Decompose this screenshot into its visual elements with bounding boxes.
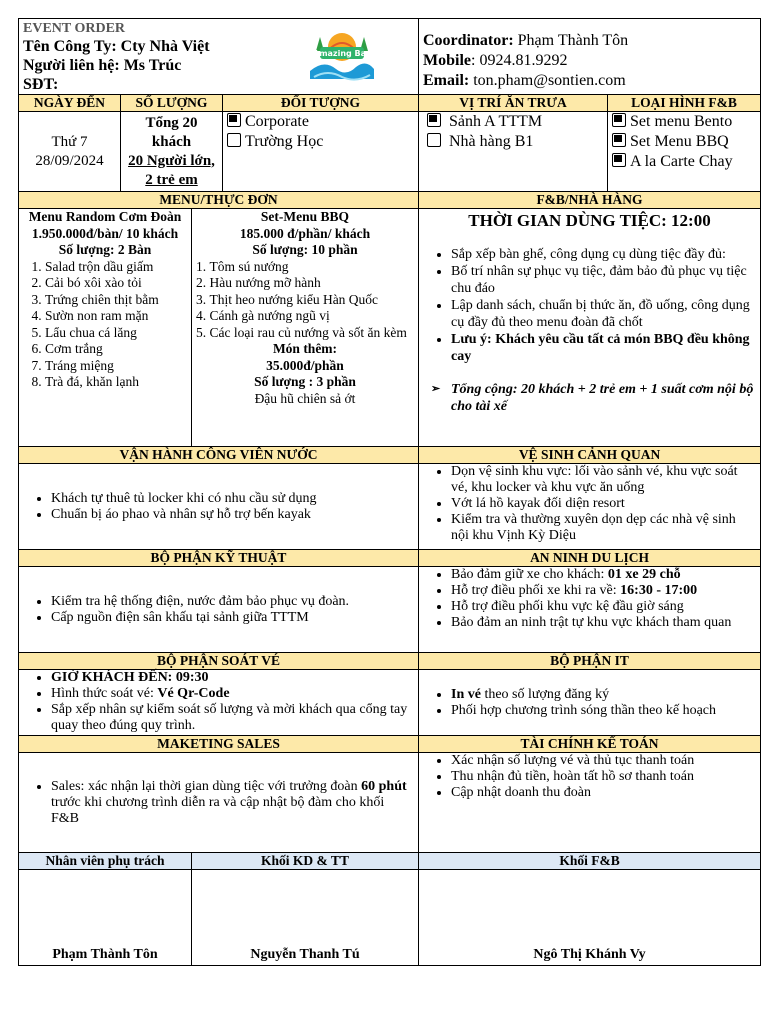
security-header: AN NINH DU LỊCH bbox=[419, 550, 761, 567]
extra-dish-title: Món thêm: bbox=[272, 341, 338, 356]
arrival-day: Thứ 7 bbox=[51, 133, 88, 150]
it-item: • In vé theo số lượng đăng ký bbox=[451, 687, 756, 703]
park-ops-item: • Khách tự thuê tủ locker khi có nhu cầu sử dụng bbox=[51, 491, 414, 507]
event-order-table bbox=[18, 18, 761, 966]
finance-item: • Cập nhật doanh thu đoàn bbox=[451, 785, 756, 801]
fb-type-column-header: LOẠI HÌNH F&B bbox=[608, 95, 761, 112]
ticket-item: • GIỜ KHÁCH ĐẾN: 09:30 bbox=[51, 670, 414, 686]
company-info-cell bbox=[19, 19, 419, 95]
contact-name: Ms Trúc bbox=[123, 57, 182, 74]
fb-total: ➢ Tổng cộng: 20 khách + 2 trẻ em + 1 suất cơm nội bộ cho tài xế bbox=[451, 381, 756, 415]
checkbox-checked-icon[interactable] bbox=[427, 113, 441, 127]
coordinator-name: Phạm Thành Tôn bbox=[517, 32, 629, 49]
ticket-item: • Sắp xếp nhân sự kiểm soát số lượng và mời khách qua cổng tay quay theo đúng quy trình. bbox=[51, 702, 414, 734]
finance-item: • Xác nhận số lượng vé và thủ tục thanh toán bbox=[451, 753, 756, 769]
it-cell bbox=[419, 670, 761, 736]
quantity-column-header: SỐ LƯỢNG bbox=[121, 95, 223, 112]
park-ops-header: VẬN HÀNH CÔNG VIÊN NƯỚC bbox=[19, 447, 419, 464]
marketing-header: MAKETING SALES bbox=[19, 736, 419, 753]
event-order-document bbox=[18, 18, 760, 976]
fb-option-vegetarian[interactable]: A la Carte Chay bbox=[612, 152, 756, 172]
technical-cell bbox=[19, 567, 419, 653]
menu-item: 2. Cải bó xôi xào tỏi bbox=[45, 275, 187, 292]
park-ops-list bbox=[23, 491, 414, 523]
park-ops-item: • Chuẩn bị áo phao và nhân sự hỗ trợ bến kayak bbox=[51, 507, 414, 523]
menu-left-title: Menu Random Cơm Đoàn bbox=[28, 209, 182, 224]
company-label: Tên Công Ty: bbox=[23, 38, 117, 55]
fb-section-header: F&B/NHÀ HÀNG bbox=[419, 192, 761, 209]
security-list bbox=[423, 567, 756, 631]
target-option-corporate[interactable]: Corporate bbox=[227, 112, 414, 132]
menu-item: 5. Các loại rau củ nướng và sốt ăn kèm bbox=[196, 325, 414, 342]
it-item: • Phối hợp chương trình sóng thần theo kế hoạch bbox=[451, 703, 756, 719]
lunch-location-column-header: VỊ TRÍ ĂN TRƯA bbox=[419, 95, 608, 112]
menu-right-price: 185.000 đ/phần/ khách bbox=[239, 225, 371, 241]
technical-item: • Cấp nguồn điện sân khấu tại sảnh giữa TTTM bbox=[51, 610, 414, 626]
park-ops-cell bbox=[19, 464, 419, 550]
fb-task: • Sắp xếp bàn ghế, công dụng cụ dùng tiệc đầy đủ: bbox=[451, 246, 756, 263]
ticket-cell bbox=[19, 670, 419, 736]
signature-header-fb: Khối F&B bbox=[419, 853, 761, 870]
logo-text: Amazing Bay bbox=[313, 49, 371, 58]
extra-dish-quantity: Số lượng : 3 phần bbox=[254, 374, 356, 389]
menu-left-items bbox=[23, 259, 187, 391]
menu-item: 7. Tráng miệng bbox=[45, 358, 187, 375]
menu-left-price: 1.950.000đ/bàn/ 10 khách bbox=[31, 225, 179, 241]
marketing-cell bbox=[19, 753, 419, 853]
checkbox-checked-icon[interactable] bbox=[612, 153, 626, 167]
security-item: • Bảo đảm giữ xe cho khách: 01 xe 29 chỗ bbox=[451, 567, 756, 583]
it-header: BỘ PHẬN IT bbox=[419, 653, 761, 670]
menu-section-header: MENU/THỰC ĐƠN bbox=[19, 192, 419, 209]
security-item: • Bảo đảm an ninh trật tự khu vực khách tham quan bbox=[451, 615, 756, 631]
extra-dish-item: Đậu hũ chiên sả ớt bbox=[254, 390, 356, 406]
phone-label: SĐT: bbox=[23, 76, 59, 93]
coordinator-cell bbox=[419, 19, 761, 95]
technical-list bbox=[23, 594, 414, 626]
sanitation-header: VỆ SINH CẢNH QUAN bbox=[419, 447, 761, 464]
mobile-label: Mobile bbox=[423, 52, 471, 69]
email-address: ton.pham@sontien.com bbox=[473, 72, 626, 89]
fb-option-bento[interactable]: Set menu Bento bbox=[612, 112, 756, 132]
amazing-bay-logo bbox=[306, 27, 378, 85]
fb-details-cell bbox=[419, 209, 761, 447]
technical-item: • Kiểm tra hệ thống điện, nước đảm bảo phục vụ đoàn. bbox=[51, 594, 414, 610]
ticket-list bbox=[23, 670, 414, 734]
security-cell bbox=[419, 567, 761, 653]
signature-header-kd-tt: Khối KD & TT bbox=[192, 853, 419, 870]
menu-right-title: Set-Menu BBQ bbox=[260, 209, 350, 224]
target-column-header: ĐỐI TƯỢNG bbox=[223, 95, 419, 112]
party-time: THỜI GIAN DÙNG TIỆC: 12:00 bbox=[468, 211, 711, 230]
ticket-header: BỘ PHẬN SOÁT VÉ bbox=[19, 653, 419, 670]
sanitation-item: • Vớt lá hồ kayak đối diện resort bbox=[451, 496, 756, 512]
ticket-item: • Hình thức soát vé: Vé Qr-Code bbox=[51, 686, 414, 702]
menu-left-quantity: Số lượng: 2 Bàn bbox=[58, 242, 152, 257]
menu-item: 3. Trứng chiên thịt bằm bbox=[45, 292, 187, 309]
finance-list bbox=[423, 753, 756, 801]
fb-task: • Bố trí nhân sự phục vụ tiệc, đảm bảo đủ phục vụ tiệc chu đáo bbox=[451, 263, 756, 297]
location-option-nha-hang-b1[interactable]: Nhà hàng B1 bbox=[427, 132, 603, 152]
quantity-cell bbox=[121, 112, 223, 192]
checkbox-checked-icon[interactable] bbox=[227, 113, 241, 127]
menu-item: 6. Cơm trắng bbox=[45, 341, 187, 358]
signature-kd-tt: Nguyễn Thanh Tú bbox=[192, 870, 419, 966]
company-name: Cty Nhà Việt bbox=[120, 38, 210, 55]
event-order-label: EVENT ORDER bbox=[23, 21, 126, 36]
menu-item: 1. Salad trộn dầu giấm bbox=[45, 259, 187, 276]
finance-header: TÀI CHÍNH KẾ TOÁN bbox=[419, 736, 761, 753]
fb-type-cell bbox=[608, 112, 761, 192]
marketing-list bbox=[23, 779, 414, 827]
menu-item: 5. Lẩu chua cá lăng bbox=[45, 325, 187, 342]
menu-item: 8. Trà đá, khăn lạnh bbox=[45, 374, 187, 391]
lunch-location-cell bbox=[419, 112, 608, 192]
menu-item: 4. Sườn non ram mặn bbox=[45, 308, 187, 325]
date-column-header: NGÀY ĐẾN bbox=[19, 95, 121, 112]
sanitation-item: • Kiểm tra và thường xuyên dọn dẹp các nhà vệ sinh nội khu Vịnh Kỳ Diệu bbox=[451, 512, 756, 544]
sanitation-item: • Dọn vệ sinh khu vực: lối vào sảnh vé, khu vực soát vé, khu locker và khu vực ăn uống bbox=[451, 464, 756, 496]
signature-staff: Phạm Thành Tôn bbox=[19, 870, 192, 966]
extra-dish-price: 35.000đ/phần bbox=[266, 357, 344, 373]
target-option-school[interactable]: Trường Học bbox=[227, 132, 414, 152]
menu-right-quantity: Số lượng: 10 phần bbox=[252, 242, 358, 257]
menu-item: 3. Thịt heo nướng kiểu Hàn Quốc bbox=[196, 292, 414, 309]
technical-header: BỘ PHẬN KỸ THUẬT bbox=[19, 550, 419, 567]
menu-right-items bbox=[196, 259, 414, 342]
sanitation-cell bbox=[419, 464, 761, 550]
email-label: Email: bbox=[423, 72, 470, 89]
checkbox-unchecked-icon[interactable] bbox=[427, 133, 441, 147]
fb-total-list bbox=[423, 381, 756, 415]
mobile-number: : 0924.81.9292 bbox=[471, 52, 568, 69]
set-menu-bbq bbox=[192, 209, 419, 447]
menu-item: 2. Hàu nướng mỡ hành bbox=[196, 275, 414, 292]
arrival-date: 28/09/2024 bbox=[35, 152, 104, 169]
contact-label: Người liên hệ: bbox=[23, 57, 120, 74]
total-guests: Tổng 20 khách bbox=[145, 114, 198, 150]
arrival-date-cell bbox=[19, 112, 121, 192]
menu-random-com-doan bbox=[19, 209, 192, 447]
signature-header-staff: Nhân viên phụ trách bbox=[19, 853, 192, 870]
fb-task: • Lập danh sách, chuẩn bị thức ăn, đồ uống, công dụng cụ đầy đủ theo menu đoàn đã chốt bbox=[451, 297, 756, 331]
checkbox-checked-icon[interactable] bbox=[612, 133, 626, 147]
checkbox-unchecked-icon[interactable] bbox=[227, 133, 241, 147]
fb-task-list bbox=[423, 246, 756, 365]
sanitation-list bbox=[423, 464, 756, 544]
fb-option-bbq[interactable]: Set Menu BBQ bbox=[612, 132, 756, 152]
guest-breakdown: 20 Người lớn, 2 trẻ em bbox=[128, 152, 215, 188]
fb-note: • Lưu ý: Khách yêu cầu tất cả món BBQ đều không cay bbox=[451, 331, 756, 365]
security-item: • Hỗ trợ điều phối khu vực kệ đầu giờ sáng bbox=[451, 599, 756, 615]
target-cell bbox=[223, 112, 419, 192]
finance-item: • Thu nhận đủ tiền, hoàn tất hồ sơ thanh toán bbox=[451, 769, 756, 785]
finance-cell bbox=[419, 753, 761, 853]
it-list bbox=[423, 687, 756, 719]
coordinator-label: Coordinator: bbox=[423, 32, 514, 49]
signature-fb: Ngô Thị Khánh Vy bbox=[419, 870, 761, 966]
menu-item: 4. Cánh gà nướng ngũ vị bbox=[196, 308, 414, 325]
marketing-item: • Sales: xác nhận lại thời gian dùng tiệc với trưởng đoàn 60 phút trước khi chương trình diễn ra và cập nhật bộ đàm cho khối F&B bbox=[51, 779, 414, 827]
location-option-sanh-a[interactable]: Sảnh A TTTM bbox=[427, 112, 603, 132]
security-item: • Hỗ trợ điều phối xe khi ra về: 16:30 - 17:00 bbox=[451, 583, 756, 599]
checkbox-checked-icon[interactable] bbox=[612, 113, 626, 127]
menu-item: 1. Tôm sú nướng bbox=[196, 259, 414, 276]
